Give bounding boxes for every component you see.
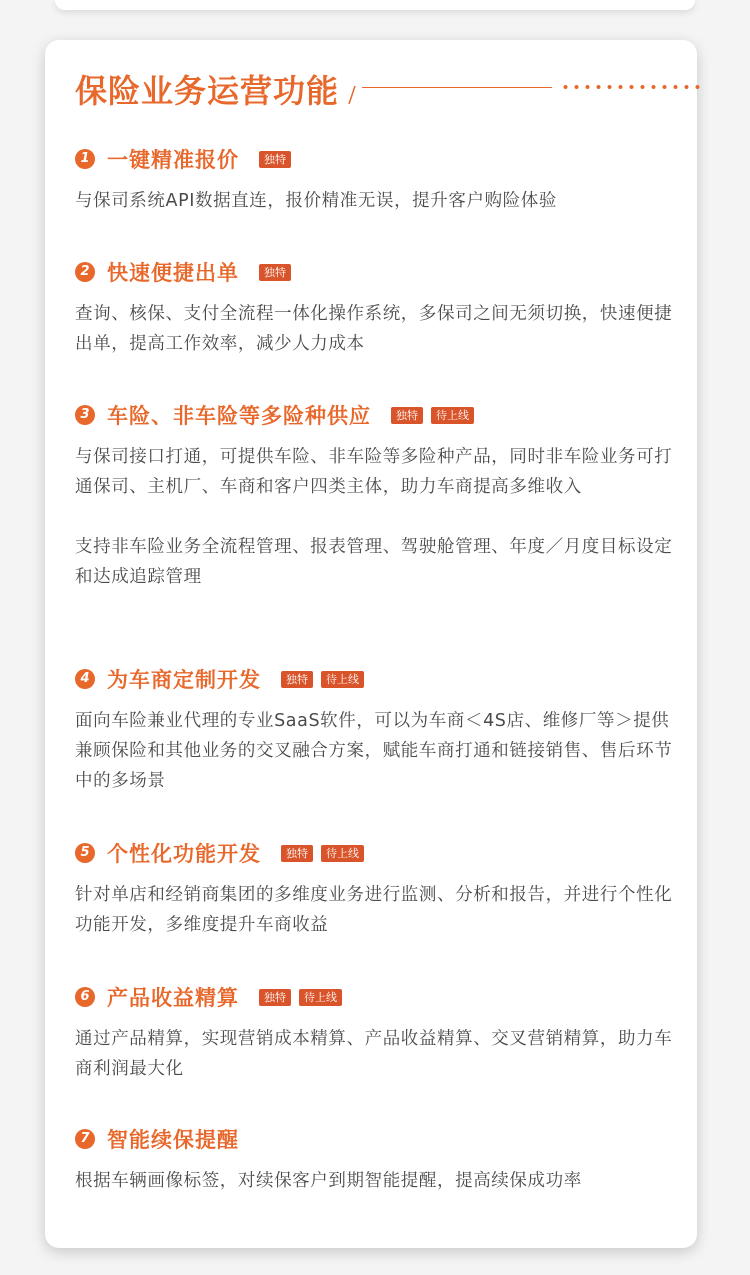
section-header bbox=[75, 398, 675, 432]
section-title: 产品收益精算 bbox=[107, 986, 239, 1010]
section-description-extra: 支持非车险业务全流程管理、报表管理、驾驶舱管理、年度／月度目标设定和达成追踪管理 bbox=[75, 537, 673, 587]
section-description: 面向车险兼业代理的专业SaaS软件，可以为车商＜4S店、维修厂等＞提供兼顾保险和其他业务的交叉融合方案，赋能车商打通和链接销售、售后环节中的多场景 bbox=[75, 711, 673, 791]
number-3-icon: 3 bbox=[75, 405, 95, 425]
page-title: 保险业务运营功能 bbox=[75, 72, 340, 110]
section-title: 个性化功能开发 bbox=[107, 842, 261, 866]
card-header bbox=[75, 66, 675, 110]
section-description: 根据车辆画像标签，对续保客户到期智能提醒，提高续保成功率 bbox=[75, 1171, 582, 1191]
feature-section-2 bbox=[75, 255, 675, 359]
number-2-icon: 2 bbox=[75, 262, 95, 282]
badge-coming-soon: 待上线 bbox=[431, 407, 474, 424]
number-6-icon: 6 bbox=[75, 987, 95, 1007]
feature-card bbox=[45, 40, 697, 1248]
feature-section-5 bbox=[75, 836, 675, 940]
badge-unique: 独特 bbox=[259, 264, 291, 281]
section-title: 一键精准报价 bbox=[107, 148, 239, 172]
badge-unique: 独特 bbox=[281, 845, 313, 862]
section-header bbox=[75, 980, 675, 1014]
number-5-icon: 5 bbox=[75, 843, 95, 863]
feature-section-4 bbox=[75, 662, 675, 796]
section-title: 快速便捷出单 bbox=[107, 261, 239, 285]
section-header bbox=[75, 255, 675, 289]
feature-section-7 bbox=[75, 1122, 675, 1196]
badge-unique: 独特 bbox=[259, 151, 291, 168]
badge-coming-soon: 待上线 bbox=[321, 845, 364, 862]
section-header bbox=[75, 142, 675, 176]
section-description: 与保司系统API数据直连，报价精准无误，提升客户购险体验 bbox=[75, 191, 557, 211]
section-title: 车险、非车险等多险种供应 bbox=[107, 404, 371, 428]
title-divider-dots bbox=[560, 84, 700, 90]
section-description: 通过产品精算，实现营销成本精算、产品收益精算、交叉营销精算，助力车商利润最大化 bbox=[75, 1029, 673, 1079]
section-header bbox=[75, 662, 675, 696]
section-description: 与保司接口打通，可提供车险、非车险等多险种产品，同时非车险业务可打通保司、主机厂、车商和客户四类主体，助力车商提高多维收入 bbox=[75, 447, 673, 497]
section-description: 查询、核保、支付全流程一体化操作系统，多保司之间无须切换，快速便捷出单，提高工作效率，减少人力成本 bbox=[75, 304, 673, 354]
badge-unique: 独特 bbox=[281, 671, 313, 688]
title-divider-line bbox=[362, 87, 552, 88]
badge-coming-soon: 待上线 bbox=[299, 989, 342, 1006]
number-4-icon: 4 bbox=[75, 669, 95, 689]
section-title: 为车商定制开发 bbox=[107, 668, 261, 692]
number-7-icon: 7 bbox=[75, 1129, 95, 1149]
section-description: 针对单店和经销商集团的多维度业务进行监测、分析和报告，并进行个性化功能开发，多维度提升车商收益 bbox=[75, 885, 673, 935]
section-header bbox=[75, 836, 675, 870]
badge-coming-soon: 待上线 bbox=[321, 671, 364, 688]
section-header bbox=[75, 1122, 675, 1156]
badge-unique: 独特 bbox=[391, 407, 423, 424]
section-title: 智能续保提醒 bbox=[107, 1128, 239, 1152]
number-1-icon: 1 bbox=[75, 149, 95, 169]
badge-unique: 独特 bbox=[259, 989, 291, 1006]
feature-section-1 bbox=[75, 142, 675, 216]
feature-section-6 bbox=[75, 980, 675, 1084]
slash-decoration bbox=[347, 84, 357, 106]
previous-card-edge bbox=[55, 0, 695, 10]
feature-section-3 bbox=[75, 398, 675, 592]
